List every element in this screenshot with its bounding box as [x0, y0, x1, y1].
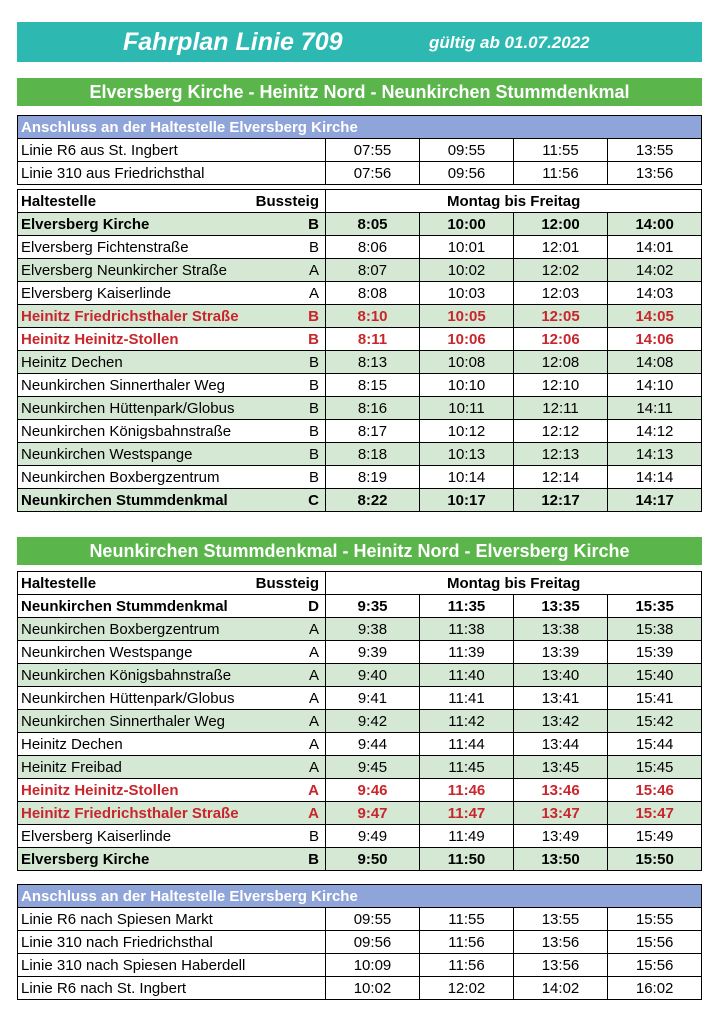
departure-time: 8:19 — [326, 466, 420, 489]
departure-time: 10:17 — [420, 489, 514, 512]
stop-name: Neunkirchen Königsbahnstraße — [18, 664, 248, 687]
bay: B — [248, 466, 326, 489]
departure-time: 13:56 — [514, 931, 608, 954]
departure-time: 13:44 — [514, 733, 608, 756]
departure-time: 9:47 — [326, 802, 420, 825]
departure-time: 11:55 — [514, 139, 608, 162]
departure-time: 11:41 — [420, 687, 514, 710]
departure-time: 10:13 — [420, 443, 514, 466]
column-header-stop: Haltestelle — [18, 572, 248, 595]
departure-time: 13:39 — [514, 641, 608, 664]
departure-time: 11:50 — [420, 848, 514, 871]
schedule-header-row — [18, 572, 702, 595]
stop-row — [18, 848, 702, 871]
departure-time: 13:56 — [608, 162, 702, 185]
departure-time: 13:42 — [514, 710, 608, 733]
bay: A — [248, 779, 326, 802]
departure-time: 10:03 — [420, 282, 514, 305]
departure-time: 14:14 — [608, 466, 702, 489]
stop-row — [18, 213, 702, 236]
title-bar — [17, 22, 702, 62]
connection-row — [18, 954, 702, 977]
connection-row — [18, 908, 702, 931]
departure-time: 12:10 — [514, 374, 608, 397]
departure-time: 15:47 — [608, 802, 702, 825]
stop-row — [18, 641, 702, 664]
stop-name: Heinitz Freibad — [18, 756, 248, 779]
departure-time: 13:41 — [514, 687, 608, 710]
departure-time: 13:47 — [514, 802, 608, 825]
stop-name: Neunkirchen Stummdenkmal — [18, 489, 248, 512]
stop-name: Neunkirchen Hüttenpark/Globus — [18, 687, 248, 710]
departure-time: 14:02 — [514, 977, 608, 1000]
departure-time: 11:49 — [420, 825, 514, 848]
departure-time: 9:35 — [326, 595, 420, 618]
departure-time: 12:13 — [514, 443, 608, 466]
departure-time: 15:40 — [608, 664, 702, 687]
stop-row — [18, 618, 702, 641]
departure-time: 10:01 — [420, 236, 514, 259]
departure-time: 10:10 — [420, 374, 514, 397]
bay: A — [248, 664, 326, 687]
departure-time: 10:14 — [420, 466, 514, 489]
departure-time: 14:05 — [608, 305, 702, 328]
departure-time: 9:41 — [326, 687, 420, 710]
departure-time: 15:46 — [608, 779, 702, 802]
departure-time: 8:18 — [326, 443, 420, 466]
departure-time: 12:08 — [514, 351, 608, 374]
departure-time: 9:44 — [326, 733, 420, 756]
departure-time: 07:56 — [326, 162, 420, 185]
departure-time: 8:08 — [326, 282, 420, 305]
departure-time: 8:07 — [326, 259, 420, 282]
departure-time: 15:44 — [608, 733, 702, 756]
stop-row — [18, 328, 702, 351]
connection-row — [18, 931, 702, 954]
stop-name: Neunkirchen Boxbergzentrum — [18, 618, 248, 641]
stop-name: Neunkirchen Königsbahnstraße — [18, 420, 248, 443]
bay: A — [248, 687, 326, 710]
departure-time: 10:09 — [326, 954, 420, 977]
bay: A — [248, 802, 326, 825]
departure-time: 14:11 — [608, 397, 702, 420]
departure-time: 15:45 — [608, 756, 702, 779]
departure-time: 8:16 — [326, 397, 420, 420]
departure-time: 8:10 — [326, 305, 420, 328]
departure-time: 11:45 — [420, 756, 514, 779]
stop-row — [18, 825, 702, 848]
connection-line-name: Linie R6 nach Spiesen Markt — [18, 908, 326, 931]
departure-time: 14:00 — [608, 213, 702, 236]
stop-name: Neunkirchen Boxbergzentrum — [18, 466, 248, 489]
stop-row — [18, 779, 702, 802]
departure-time: 9:39 — [326, 641, 420, 664]
departure-time: 12:06 — [514, 328, 608, 351]
departure-time: 12:05 — [514, 305, 608, 328]
departure-time: 11:40 — [420, 664, 514, 687]
departure-time: 12:01 — [514, 236, 608, 259]
connection-table-inbound — [17, 115, 702, 185]
route-heading-direction2: Neunkirchen Stummdenkmal - Heinitz Nord - Elversberg Kirche — [17, 537, 702, 565]
departure-time: 11:35 — [420, 595, 514, 618]
bay: A — [248, 733, 326, 756]
stop-name: Heinitz Dechen — [18, 351, 248, 374]
bay: B — [248, 825, 326, 848]
departure-time: 12:03 — [514, 282, 608, 305]
departure-time: 15:35 — [608, 595, 702, 618]
stop-name: Elversberg Kaiserlinde — [18, 825, 248, 848]
stop-row — [18, 802, 702, 825]
column-header-bay: Bussteig — [248, 190, 326, 213]
stop-row — [18, 282, 702, 305]
departure-time: 11:39 — [420, 641, 514, 664]
departure-time: 12:12 — [514, 420, 608, 443]
stop-row — [18, 687, 702, 710]
bay: A — [248, 641, 326, 664]
departure-time: 11:56 — [514, 162, 608, 185]
route-heading-direction1: Elversberg Kirche - Heinitz Nord - Neunkirchen Stummdenkmal — [17, 78, 702, 106]
departure-time: 09:55 — [326, 908, 420, 931]
departure-time: 10:06 — [420, 328, 514, 351]
departure-time: 13:45 — [514, 756, 608, 779]
departure-time: 14:08 — [608, 351, 702, 374]
connection-heading-row — [18, 116, 702, 139]
bay: B — [248, 397, 326, 420]
departure-time: 12:14 — [514, 466, 608, 489]
column-header-stop: Haltestelle — [18, 190, 248, 213]
stop-name: Heinitz Dechen — [18, 733, 248, 756]
schedule-table-direction1 — [17, 189, 702, 512]
departure-time: 15:39 — [608, 641, 702, 664]
departure-time: 12:00 — [514, 213, 608, 236]
bay: D — [248, 595, 326, 618]
departure-time: 10:02 — [420, 259, 514, 282]
departure-time: 12:02 — [514, 259, 608, 282]
bay: B — [248, 236, 326, 259]
departure-time: 13:49 — [514, 825, 608, 848]
connection-line-name: Linie 310 aus Friedrichsthal — [18, 162, 326, 185]
departure-time: 9:40 — [326, 664, 420, 687]
departure-time: 14:12 — [608, 420, 702, 443]
departure-time: 13:55 — [608, 139, 702, 162]
departure-time: 13:38 — [514, 618, 608, 641]
departure-time: 15:38 — [608, 618, 702, 641]
stop-row — [18, 756, 702, 779]
bay: B — [248, 213, 326, 236]
departure-time: 14:10 — [608, 374, 702, 397]
stop-row — [18, 664, 702, 687]
departure-time: 09:56 — [326, 931, 420, 954]
column-header-days: Montag bis Freitag — [326, 572, 702, 595]
page-title: Fahrplan Linie 709 — [123, 27, 343, 56]
departure-time: 8:22 — [326, 489, 420, 512]
connection-heading: Anschluss an der Haltestelle Elversberg Kirche — [18, 885, 702, 908]
departure-time: 10:11 — [420, 397, 514, 420]
connection-heading: Anschluss an der Haltestelle Elversberg Kirche — [18, 116, 702, 139]
departure-time: 15:41 — [608, 687, 702, 710]
stop-row — [18, 710, 702, 733]
bay: A — [248, 282, 326, 305]
bay: A — [248, 756, 326, 779]
bay: A — [248, 618, 326, 641]
connection-row — [18, 977, 702, 1000]
departure-time: 14:02 — [608, 259, 702, 282]
stop-name: Heinitz Heinitz-Stollen — [18, 779, 248, 802]
stop-row — [18, 397, 702, 420]
departure-time: 9:49 — [326, 825, 420, 848]
column-header-days: Montag bis Freitag — [326, 190, 702, 213]
stop-row — [18, 259, 702, 282]
departure-time: 13:46 — [514, 779, 608, 802]
departure-time: 13:35 — [514, 595, 608, 618]
bay: B — [248, 351, 326, 374]
departure-time: 9:50 — [326, 848, 420, 871]
bay: B — [248, 305, 326, 328]
bay: B — [248, 443, 326, 466]
stop-row — [18, 443, 702, 466]
departure-time: 11:56 — [420, 954, 514, 977]
connection-line-name: Linie 310 nach Spiesen Haberdell — [18, 954, 326, 977]
connection-table-outbound — [17, 884, 702, 1000]
departure-time: 15:55 — [608, 908, 702, 931]
bay: B — [248, 374, 326, 397]
departure-time: 13:55 — [514, 908, 608, 931]
departure-time: 8:06 — [326, 236, 420, 259]
departure-time: 11:46 — [420, 779, 514, 802]
stop-row — [18, 420, 702, 443]
departure-time: 14:06 — [608, 328, 702, 351]
departure-time: 10:02 — [326, 977, 420, 1000]
connection-heading-row — [18, 885, 702, 908]
stop-row — [18, 236, 702, 259]
departure-time: 12:17 — [514, 489, 608, 512]
departure-time: 11:42 — [420, 710, 514, 733]
departure-time: 9:38 — [326, 618, 420, 641]
departure-time: 11:44 — [420, 733, 514, 756]
stop-row — [18, 733, 702, 756]
departure-time: 8:11 — [326, 328, 420, 351]
departure-time: 15:50 — [608, 848, 702, 871]
departure-time: 14:03 — [608, 282, 702, 305]
stop-row — [18, 595, 702, 618]
departure-time: 11:38 — [420, 618, 514, 641]
column-header-bay: Bussteig — [248, 572, 326, 595]
stop-name: Neunkirchen Stummdenkmal — [18, 595, 248, 618]
stop-row — [18, 466, 702, 489]
stop-name: Elversberg Kirche — [18, 848, 248, 871]
stop-name: Neunkirchen Hüttenpark/Globus — [18, 397, 248, 420]
departure-time: 11:55 — [420, 908, 514, 931]
connection-row — [18, 139, 702, 162]
bay: B — [248, 328, 326, 351]
departure-time: 9:45 — [326, 756, 420, 779]
stop-name: Elversberg Kaiserlinde — [18, 282, 248, 305]
departure-time: 8:13 — [326, 351, 420, 374]
departure-time: 14:17 — [608, 489, 702, 512]
connection-line-name: Linie R6 aus St. Ingbert — [18, 139, 326, 162]
schedule-header-row — [18, 190, 702, 213]
departure-time: 15:49 — [608, 825, 702, 848]
departure-time: 12:02 — [420, 977, 514, 1000]
connection-line-name: Linie 310 nach Friedrichsthal — [18, 931, 326, 954]
departure-time: 15:42 — [608, 710, 702, 733]
departure-time: 07:55 — [326, 139, 420, 162]
departure-time: 10:05 — [420, 305, 514, 328]
departure-time: 10:12 — [420, 420, 514, 443]
departure-time: 09:55 — [420, 139, 514, 162]
bay: B — [248, 420, 326, 443]
departure-time: 11:56 — [420, 931, 514, 954]
departure-time: 9:46 — [326, 779, 420, 802]
departure-time: 14:13 — [608, 443, 702, 466]
departure-time: 8:05 — [326, 213, 420, 236]
valid-from: gültig ab 01.07.2022 — [429, 33, 590, 52]
stop-name: Heinitz Friedrichsthaler Straße — [18, 305, 248, 328]
departure-time: 15:56 — [608, 954, 702, 977]
departure-time: 8:15 — [326, 374, 420, 397]
departure-time: 11:47 — [420, 802, 514, 825]
connection-row — [18, 162, 702, 185]
departure-time: 13:50 — [514, 848, 608, 871]
stop-row — [18, 305, 702, 328]
stop-row — [18, 351, 702, 374]
stop-name: Heinitz Friedrichsthaler Straße — [18, 802, 248, 825]
departure-time: 10:00 — [420, 213, 514, 236]
stop-name: Neunkirchen Sinnerthaler Weg — [18, 710, 248, 733]
stop-name: Heinitz Heinitz-Stollen — [18, 328, 248, 351]
stop-row — [18, 489, 702, 512]
departure-time: 13:56 — [514, 954, 608, 977]
departure-time: 10:08 — [420, 351, 514, 374]
departure-time: 9:42 — [326, 710, 420, 733]
departure-time: 8:17 — [326, 420, 420, 443]
connection-line-name: Linie R6 nach St. Ingbert — [18, 977, 326, 1000]
bay: C — [248, 489, 326, 512]
stop-name: Neunkirchen Westspange — [18, 443, 248, 466]
departure-time: 15:56 — [608, 931, 702, 954]
departure-time: 12:11 — [514, 397, 608, 420]
schedule-table-direction2 — [17, 571, 702, 871]
stop-row — [18, 374, 702, 397]
departure-time: 16:02 — [608, 977, 702, 1000]
bay: B — [248, 848, 326, 871]
bay: A — [248, 259, 326, 282]
stop-name: Neunkirchen Sinnerthaler Weg — [18, 374, 248, 397]
stop-name: Elversberg Fichtenstraße — [18, 236, 248, 259]
stop-name: Elversberg Neunkircher Straße — [18, 259, 248, 282]
departure-time: 09:56 — [420, 162, 514, 185]
departure-time: 13:40 — [514, 664, 608, 687]
departure-time: 14:01 — [608, 236, 702, 259]
bay: A — [248, 710, 326, 733]
stop-name: Neunkirchen Westspange — [18, 641, 248, 664]
stop-name: Elversberg Kirche — [18, 213, 248, 236]
